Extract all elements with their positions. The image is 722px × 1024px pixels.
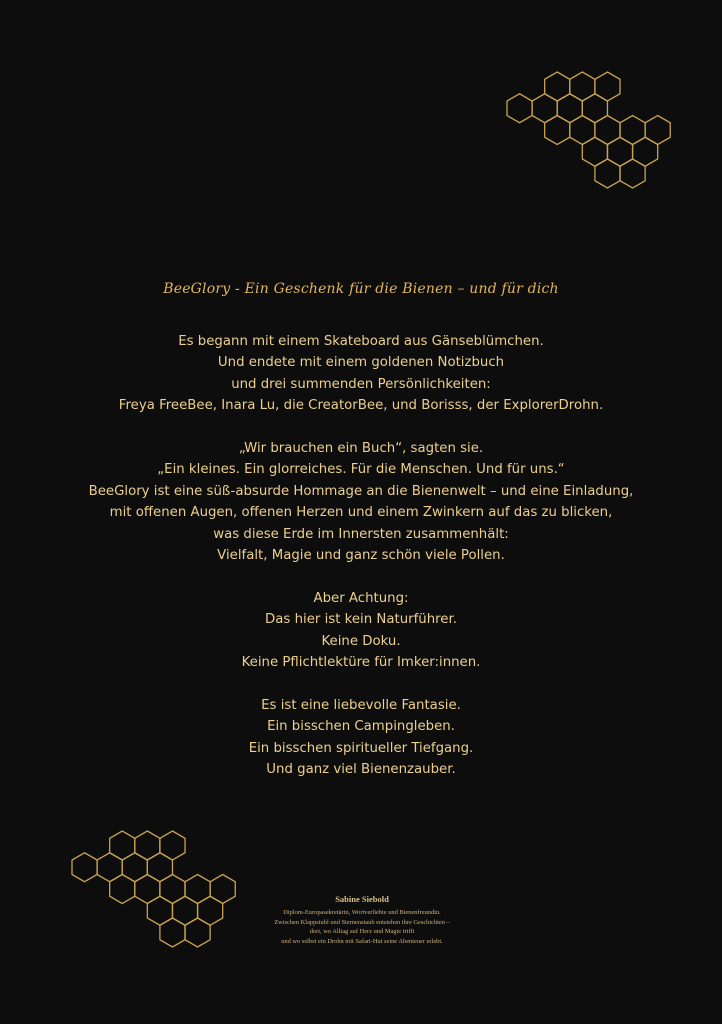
text-line: Ein bisschen spiritueller Tiefgang. xyxy=(248,740,474,756)
paragraph-2 xyxy=(0,438,722,566)
hexagon-cell xyxy=(160,918,185,947)
text-line: mit offenen Augen, offenen Herzen und einem Zwinkern auf das zu blicken, xyxy=(109,505,613,521)
body-text xyxy=(0,331,722,802)
hexagon-cell xyxy=(110,875,135,904)
honeycomb-decoration-top xyxy=(505,70,653,194)
text-line: „Wir brauchen ein Buch“, sagten sie. xyxy=(238,441,484,457)
author-block xyxy=(232,893,492,946)
text-line: Es begann mit einem Skateboard aus Gänseblümchen. xyxy=(178,334,544,349)
text-line: Das hier ist kein Naturführer. xyxy=(265,612,457,628)
author-bio-line: dort, wo Alltag auf Herz und Magie trifft xyxy=(309,928,415,936)
paragraph-1 xyxy=(0,331,722,417)
text-line: Es ist eine liebevolle Fantasie. xyxy=(261,697,461,713)
hexagon-cell xyxy=(545,116,570,145)
hexagon-cell xyxy=(72,853,97,882)
text-line: was diese Erde im Innersten zusammenhält: xyxy=(213,526,509,542)
paragraph-3 xyxy=(0,588,722,674)
text-line: BeeGlory ist eine süß-absurde Hommage an die Bienenwelt – und eine Einladung, xyxy=(88,483,634,499)
hexagon-cell xyxy=(620,159,645,188)
text-line: „Ein kleines. Ein glorreiches. Für die Menschen. Und für uns.“ xyxy=(157,462,565,478)
honeycomb-svg-bottom xyxy=(70,829,218,953)
honeycomb-svg-top xyxy=(505,70,653,194)
paragraph-4 xyxy=(0,695,722,781)
author-name: Sabine Siebold xyxy=(335,894,389,904)
text-line: Und ganz viel Bienenzauber. xyxy=(266,762,456,778)
page-title: BeeGlory - Ein Geschenk für die Bienen – und für dich xyxy=(163,281,559,297)
text-line: Freya FreeBee, Inara Lu, die CreatorBee, und Borisss, der ExplorerDrohn. xyxy=(118,398,604,414)
text-line: und drei summenden Persönlichkeiten: xyxy=(231,376,491,392)
text-line: Vielfalt, Magie und ganz schön viele Pollen. xyxy=(217,548,505,564)
hexagon-cell xyxy=(507,94,532,123)
text-line: Ein bisschen Campingleben. xyxy=(267,719,455,735)
author-bio-line: und wo selbst ein Drohn mit Safari-Hut seine Abenteuer erlebt. xyxy=(281,937,443,945)
author-bio-line: Zwischen Klappstuhl und Sternenstaub entstehen ihre Geschichten – xyxy=(274,918,450,926)
hexagon-cell xyxy=(595,159,620,188)
text-line: Keine Pflichtlektüre für Imker:innen. xyxy=(241,655,481,671)
honeycomb-decoration-bottom xyxy=(70,829,218,953)
text-line: Und endete mit einem goldenen Notizbuch xyxy=(217,355,505,371)
text-line: Keine Doku. xyxy=(321,633,401,649)
author-bio-line: Diplom-Europasekretärin, Wortverliebte und Bienenfreundin. xyxy=(283,909,441,916)
text-line: Aber Achtung: xyxy=(313,590,409,606)
hexagon-cell xyxy=(185,918,210,947)
